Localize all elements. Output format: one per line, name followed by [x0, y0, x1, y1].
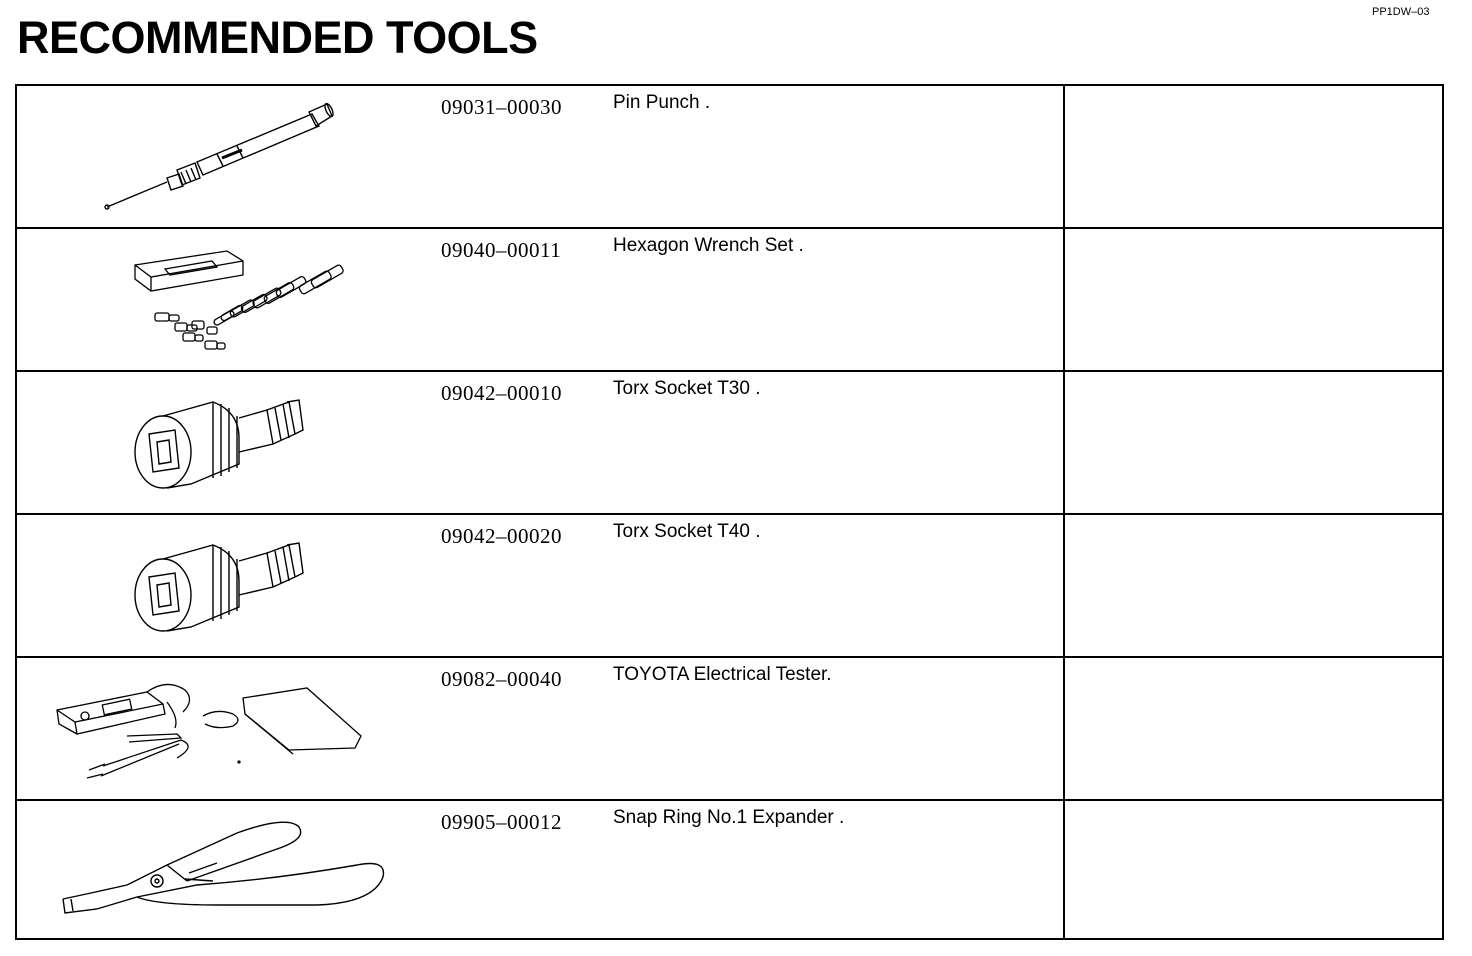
tool-name: Torx Socket T30 . [613, 378, 761, 399]
document-code: PP1DW–03 [1372, 6, 1430, 18]
part-number: 09031–00030 [441, 95, 562, 119]
tool-row [17, 227, 1442, 372]
tool-row [17, 799, 1442, 944]
torx-socket-icon [17, 372, 437, 513]
tool-row [17, 86, 1442, 229]
tools-table [15, 84, 1444, 940]
tool-row [17, 370, 1442, 515]
part-number: 09082–00040 [441, 667, 562, 691]
tool-name: Torx Socket T40 . [613, 521, 761, 542]
part-number: 09042–00010 [441, 381, 562, 405]
tool-name: Snap Ring No.1 Expander . [613, 807, 845, 828]
tool-name: Hexagon Wrench Set . [613, 235, 804, 256]
tool-name: Pin Punch . [613, 92, 711, 113]
part-number: 09042–00020 [441, 524, 562, 548]
pin-punch-icon [17, 86, 437, 227]
electrical-tester-icon [17, 658, 437, 799]
tool-name: TOYOTA Electrical Tester. [613, 664, 832, 685]
part-number: 09905–00012 [441, 810, 562, 834]
hexagon-wrench-set-icon [17, 229, 437, 370]
torx-socket-icon [17, 515, 437, 656]
tool-row [17, 513, 1442, 658]
part-number: 09040–00011 [441, 238, 562, 262]
snap-ring-expander-icon [17, 801, 437, 942]
page-title: RECOMMENDED TOOLS [17, 12, 538, 63]
tool-row [17, 656, 1442, 801]
